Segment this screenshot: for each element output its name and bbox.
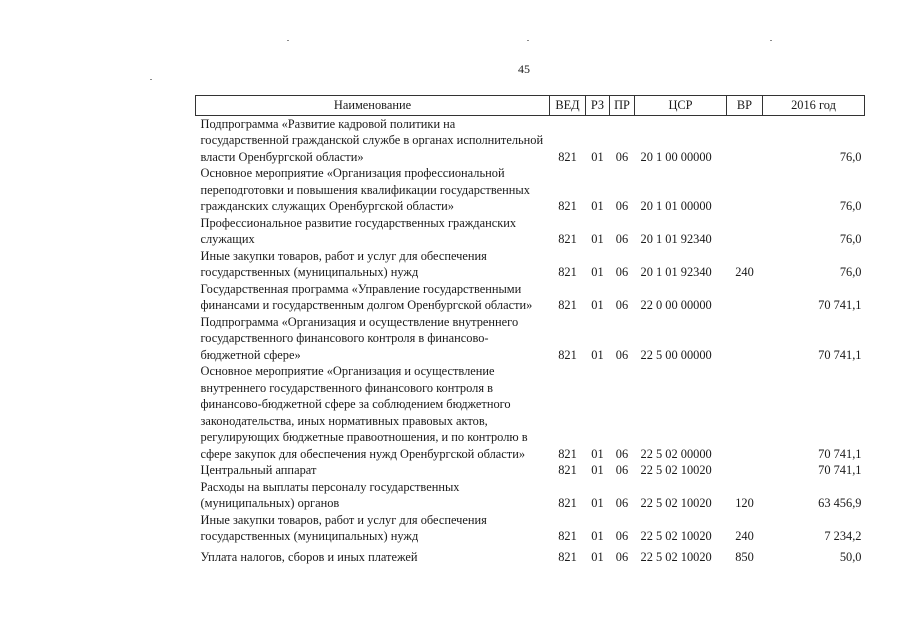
row-pr: 06 bbox=[615, 446, 629, 461]
row-pr: 06 bbox=[615, 149, 629, 164]
row-csr: 20 1 01 92340 bbox=[640, 265, 712, 279]
row-name: Расходы на выплаты персоналу государственных (муниципальных) органов bbox=[200, 479, 460, 510]
row-name: Иные закупки товаров, работ и услуг для обеспечения государственных (муниципальных) нужд bbox=[200, 512, 487, 543]
header-pr: ПР bbox=[610, 96, 635, 116]
row-rz: 01 bbox=[591, 265, 604, 279]
table-row bbox=[196, 479, 865, 512]
row-rz: 01 bbox=[591, 298, 604, 312]
row-ved: 821 bbox=[558, 298, 577, 312]
row-amount: 70 741,1 bbox=[818, 446, 862, 461]
row-rz: 01 bbox=[591, 529, 604, 543]
row-vr: 240 bbox=[735, 265, 754, 279]
row-ved: 821 bbox=[558, 265, 577, 279]
row-csr: 22 5 02 00000 bbox=[640, 446, 712, 461]
header-csr: ЦСР bbox=[635, 96, 727, 116]
row-vr bbox=[727, 314, 763, 364]
row-pr: 06 bbox=[615, 549, 629, 564]
row-ved: 821 bbox=[558, 232, 577, 246]
row-name: Иные закупки товаров, работ и услуг для обеспечения государственных (муниципальных) нужд bbox=[200, 248, 487, 279]
table-row bbox=[196, 115, 865, 165]
header-name: Наименование bbox=[196, 96, 550, 116]
row-csr: 22 0 00 00000 bbox=[640, 298, 712, 312]
row-name: Подпрограмма «Развитие кадровой политики на государственной гражданской службе в органах исполнительной власти Оренбургской области» bbox=[200, 116, 544, 164]
header-year: 2016 год bbox=[763, 96, 865, 116]
row-ved: 821 bbox=[558, 199, 577, 213]
row-pr: 06 bbox=[615, 265, 629, 279]
row-amount: 7 234,2 bbox=[824, 529, 862, 543]
row-vr bbox=[727, 281, 763, 314]
row-vr bbox=[727, 165, 763, 215]
header-vr: ВР bbox=[727, 96, 763, 116]
row-vr bbox=[727, 115, 763, 165]
table-row bbox=[196, 462, 865, 479]
table-row bbox=[196, 314, 865, 364]
row-rz: 01 bbox=[591, 232, 604, 246]
header-rz: РЗ bbox=[586, 96, 610, 116]
table-row bbox=[196, 248, 865, 281]
row-ved: 821 bbox=[558, 529, 577, 543]
row-csr: 20 1 01 92340 bbox=[640, 232, 712, 246]
table-row bbox=[196, 545, 865, 566]
row-amount: 76,0 bbox=[839, 232, 862, 246]
row-amount: 76,0 bbox=[839, 149, 862, 164]
table-row bbox=[196, 281, 865, 314]
row-pr: 06 bbox=[615, 199, 629, 213]
scan-speck bbox=[150, 79, 152, 80]
row-name: Профессиональное развитие государственных гражданских служащих bbox=[200, 215, 517, 246]
row-pr: 06 bbox=[615, 232, 629, 246]
row-amount: 50,0 bbox=[839, 549, 862, 564]
row-amount: 76,0 bbox=[839, 265, 862, 279]
row-amount: 63 456,9 bbox=[818, 496, 862, 510]
row-ved: 821 bbox=[558, 347, 577, 362]
row-name: Основное мероприятие «Организация и осуществление внутреннего государственного финансового контроля в финансово-бюджетной сфере за соблюдением бюджетного законодательства, иных нормативных правовых актов, регулирующих бюджетные правоотношения, и по контролю в сфере закупок для обеспечения нужд Оренбургской области» bbox=[200, 364, 528, 461]
row-csr: 22 5 00 00000 bbox=[640, 347, 712, 362]
row-pr: 06 bbox=[615, 496, 629, 510]
row-name: Центральный аппарат bbox=[200, 463, 317, 477]
row-ved: 821 bbox=[558, 496, 577, 510]
table-row bbox=[196, 363, 865, 462]
scan-speck bbox=[287, 40, 289, 41]
row-rz: 01 bbox=[591, 199, 604, 213]
row-amount: 70 741,1 bbox=[818, 463, 862, 477]
table-row bbox=[196, 215, 865, 248]
scan-speck bbox=[527, 40, 529, 41]
row-pr: 06 bbox=[615, 529, 629, 543]
row-rz: 01 bbox=[591, 549, 604, 564]
header-ved: ВЕД bbox=[550, 96, 586, 116]
row-amount: 70 741,1 bbox=[818, 298, 862, 312]
row-amount: 76,0 bbox=[839, 199, 862, 213]
row-csr: 22 5 02 10020 bbox=[640, 496, 712, 510]
row-rz: 01 bbox=[591, 463, 604, 477]
table-row bbox=[196, 165, 865, 215]
row-rz: 01 bbox=[591, 149, 604, 164]
budget-table bbox=[195, 95, 865, 565]
row-vr: 850 bbox=[735, 549, 754, 564]
row-name: Подпрограмма «Организация и осуществление внутреннего государственного финансового контроля в финансово-бюджетной сфере» bbox=[200, 314, 519, 362]
row-amount: 70 741,1 bbox=[818, 347, 862, 362]
table-header-row bbox=[196, 96, 865, 116]
row-name: Основное мероприятие «Организация профессиональной переподготовки и повышения квалификации государственных гражданских служащих Оренбургской области» bbox=[200, 166, 530, 213]
row-rz: 01 bbox=[591, 446, 604, 461]
row-csr: 20 1 00 00000 bbox=[640, 149, 712, 164]
row-rz: 01 bbox=[591, 347, 604, 362]
row-rz: 01 bbox=[591, 496, 604, 510]
row-vr: 120 bbox=[735, 496, 754, 510]
row-csr: 22 5 02 10020 bbox=[640, 549, 712, 564]
row-pr: 06 bbox=[615, 298, 629, 312]
row-pr: 06 bbox=[615, 347, 629, 362]
row-csr: 20 1 01 00000 bbox=[640, 199, 712, 213]
scan-speck bbox=[770, 40, 772, 41]
row-name: Уплата налогов, сборов и иных платежей bbox=[200, 549, 418, 564]
page-number: 45 bbox=[518, 62, 530, 76]
row-ved: 821 bbox=[558, 149, 577, 164]
row-csr: 22 5 02 10020 bbox=[640, 529, 712, 543]
row-name: Государственная программа «Управление государственными финансами и государственным долгом Оренбургской области» bbox=[200, 281, 533, 312]
row-vr bbox=[727, 363, 763, 462]
table-row bbox=[196, 512, 865, 545]
row-ved: 821 bbox=[558, 549, 577, 564]
row-ved: 821 bbox=[558, 446, 577, 461]
row-csr: 22 5 02 10020 bbox=[640, 463, 712, 477]
row-vr bbox=[727, 215, 763, 248]
row-ved: 821 bbox=[558, 463, 577, 477]
row-vr: 240 bbox=[735, 529, 754, 543]
row-vr bbox=[727, 462, 763, 479]
row-pr: 06 bbox=[615, 463, 629, 477]
